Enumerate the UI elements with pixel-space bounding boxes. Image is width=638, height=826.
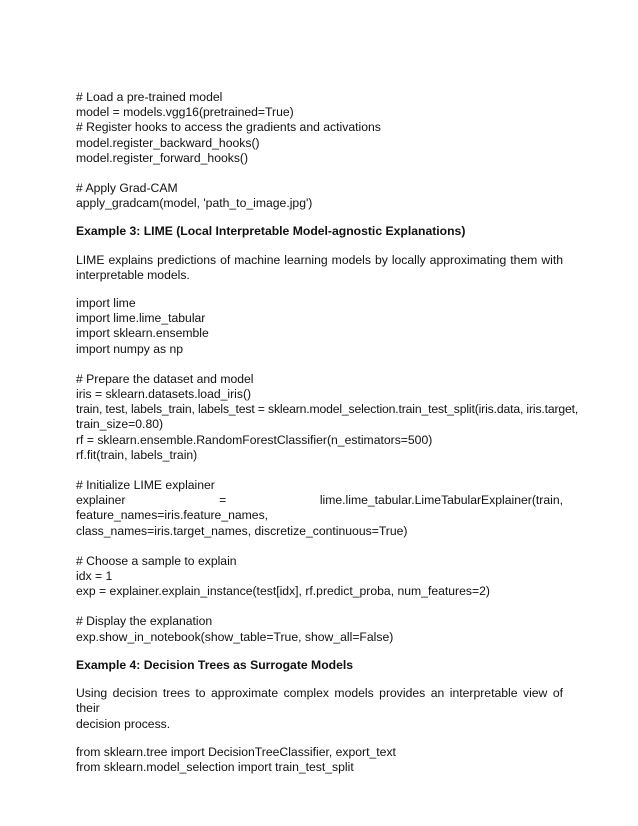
spacer (76, 240, 563, 253)
code-line: from sklearn.model_selection import train_test_split (76, 759, 354, 774)
code-line: import sklearn.ensemble (76, 326, 209, 341)
section-heading-example-3: Example 3: LIME (Local Interpretable Model-agnostic Explanations) (76, 224, 466, 239)
paragraph-line: interpretable models. (76, 267, 190, 282)
spacer (76, 357, 563, 372)
code-line: from sklearn.tree import DecisionTreeClassifier, export_text (76, 744, 396, 759)
code-line: # Choose a sample to explain (76, 553, 237, 568)
spacer (76, 283, 563, 296)
code-line: import numpy as np (76, 341, 184, 356)
paragraph-line: LIME explains predictions of machine learning models by locally approximating them with (76, 252, 563, 267)
code-line: idx = 1 (76, 569, 113, 584)
code-line: model = models.vgg16(pretrained=True) (76, 105, 294, 120)
code-line: train_size=0.80) (76, 417, 164, 432)
code-block-imports (76, 296, 563, 357)
code-line: # Display the explanation (76, 614, 213, 629)
code-block-choose-sample (76, 554, 563, 600)
code-line: import lime (76, 296, 136, 311)
code-line: exp.show_in_notebook(show_table=True, show_all=False) (76, 629, 394, 644)
spacer (76, 673, 563, 686)
code-block-display (76, 614, 563, 644)
code-line: # Apply Grad-CAM (76, 181, 178, 196)
paragraph-line: decision process. (76, 716, 171, 731)
code-line: import lime.lime_tabular (76, 311, 206, 326)
spacer (76, 732, 563, 745)
paragraph-line: Using decision trees to approximate complex models provides an interpretable view of their (76, 686, 563, 716)
code-line: train, test, labels_train, labels_test = sklearn.model_selection.train_test_split(iris.data, iris.target, (76, 402, 579, 417)
code-line: model.register_forward_hooks() (76, 150, 249, 165)
code-line: class_names=iris.target_names, discretize_continuous=True) (76, 523, 408, 538)
code-line: # Register hooks to access the gradients and activations (76, 120, 381, 135)
code-block-apply-gradcam (76, 181, 563, 211)
code-block-prepare-dataset (76, 371, 579, 463)
code-line: # Initialize LIME explainer (76, 478, 215, 493)
code-line: rf.fit(train, labels_train) (76, 447, 198, 462)
spacer (76, 166, 563, 181)
page-content (76, 90, 579, 775)
code-line: apply_gradcam(model, 'path_to_image.jpg') (76, 196, 313, 211)
spacer (76, 539, 563, 554)
code-line: explainer = lime.lime_tabular.LimeTabularExplainer(train, feature_names=iris.feature_names, (76, 493, 563, 523)
spacer (76, 211, 563, 224)
code-block-load-model (76, 90, 563, 166)
code-line: # Load a pre-trained model (76, 90, 223, 104)
code-line: model.register_backward_hooks() (76, 135, 260, 150)
code-block-init-explainer (76, 478, 563, 539)
spacer (76, 645, 563, 658)
code-line: iris = sklearn.datasets.load_iris() (76, 387, 252, 402)
section-heading-example-4: Example 4: Decision Trees as Surrogate Models (76, 657, 354, 672)
code-line: rf = sklearn.ensemble.RandomForestClassifier(n_estimators=500) (76, 432, 433, 447)
spacer (76, 463, 563, 478)
code-line: # Prepare the dataset and model (76, 371, 254, 386)
paragraph-lime-description (76, 253, 563, 283)
paragraph-decision-trees (76, 686, 563, 732)
code-line: exp = explainer.explain_instance(test[idx], rf.predict_proba, num_features=2) (76, 584, 490, 599)
code-block-tree-imports (76, 745, 563, 775)
spacer (76, 599, 563, 614)
